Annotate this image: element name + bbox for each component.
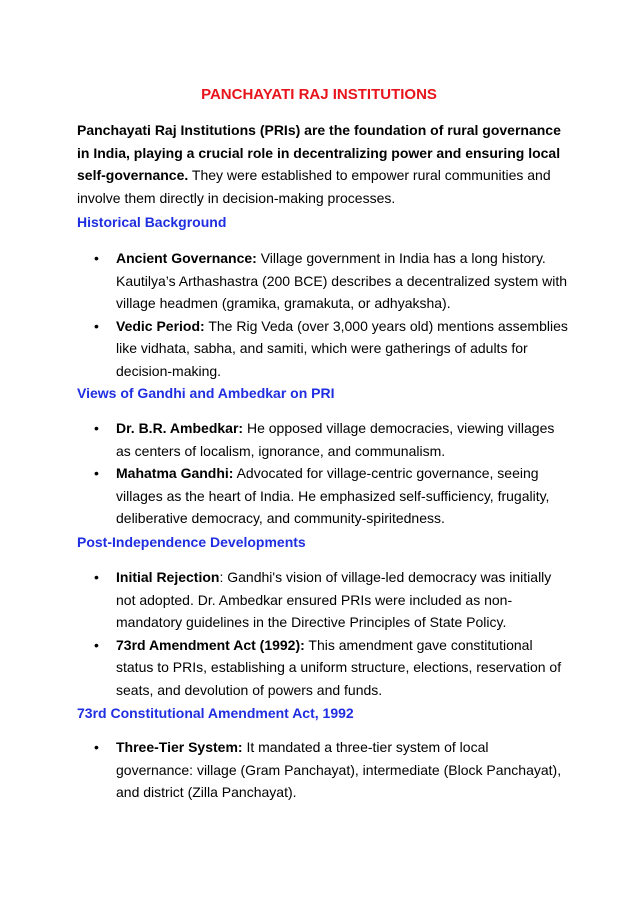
heading-post-independence: Post-Independence Developments [77,534,306,550]
item-term: Dr. B.R. Ambedkar: [116,420,244,436]
item-text: It mandated a three-tier system of local governance: village (Gram Panchayat), intermediate (Block Panchayat), and district (Zilla Panchayat). [116,739,562,800]
bullet-icon: • [94,636,99,653]
list-post-independence [77,566,569,701]
list-item [77,634,569,702]
item-term: 73rd Amendment Act (1992): [116,636,305,653]
list-item [77,566,569,634]
item-term: Ancient Governance: [116,250,257,266]
list-views-gandhi-ambedkar [77,417,569,530]
bullet-icon: • [94,569,99,585]
heading-views-gandhi-ambedkar: Views of Gandhi and Ambedkar on PRI [77,385,335,401]
item-term: Three-Tier System: [116,739,243,755]
heading-73rd-amendment: 73rd Constitutional Amendment Act, 1992 [77,705,354,721]
list-73rd-amendment [77,736,569,804]
item-text: : Gandhi's vision of village-led democracy was initially not adopted. Dr. Ambedkar ensured PRIs were included as non-mandatory guidelines in the Directive Principles of State Policy. [116,569,552,630]
bullet-icon: • [94,420,99,436]
list-item [77,315,569,383]
item-term: Vedic Period: [116,317,205,334]
page-title: PANCHAYATI RAJ INSTITUTIONS [201,86,437,103]
item-text: Advocated for village-centric governance, seeing villages as the heart of India. He emphasized self-sufficiency, frugality, deliberative democracy, and community-spiritedness. [116,465,550,526]
list-historical-background [77,247,569,382]
bullet-icon: • [94,250,99,266]
heading-historical-background: Historical Background [77,214,227,230]
bullet-icon: • [94,739,99,755]
list-item [77,462,569,530]
intro-text: They were established to empower rural communities and involve them directly in decision-making processes. [77,167,551,206]
bullet-icon: • [94,317,99,334]
list-item [77,736,569,804]
item-text: This amendment gave constitutional status to PRIs, establishing a uniform structure, elections, reservation of seats, and devolution of powers and funds. [116,636,562,698]
item-text: Village government in India has a long history. Kautilya’s Arthashastra (200 BCE) describes a decentralized system with village headmen (gramika, gramakuta, or adhyaksha). [116,250,568,311]
item-text: He opposed village democracies, viewing villages as centers of localism, ignorance, and communalism. [116,420,555,459]
intro-bold-text: Panchayati Raj Institutions (PRIs) are the foundation of rural governance in India, playing a crucial role in decentralizing power and ensuring local self-governance. [77,122,561,183]
bullet-icon: • [94,465,99,481]
list-item [77,417,569,462]
item-term: Mahatma Gandhi: [116,465,234,481]
intro-paragraph [77,119,567,209]
list-item [77,247,569,315]
item-text: The Rig Veda (over 3,000 years old) mentions assemblies like vidhata, sabha, and samiti, which were gatherings of adults for decision-making. [116,317,568,379]
item-term: Initial Rejection [116,569,220,585]
